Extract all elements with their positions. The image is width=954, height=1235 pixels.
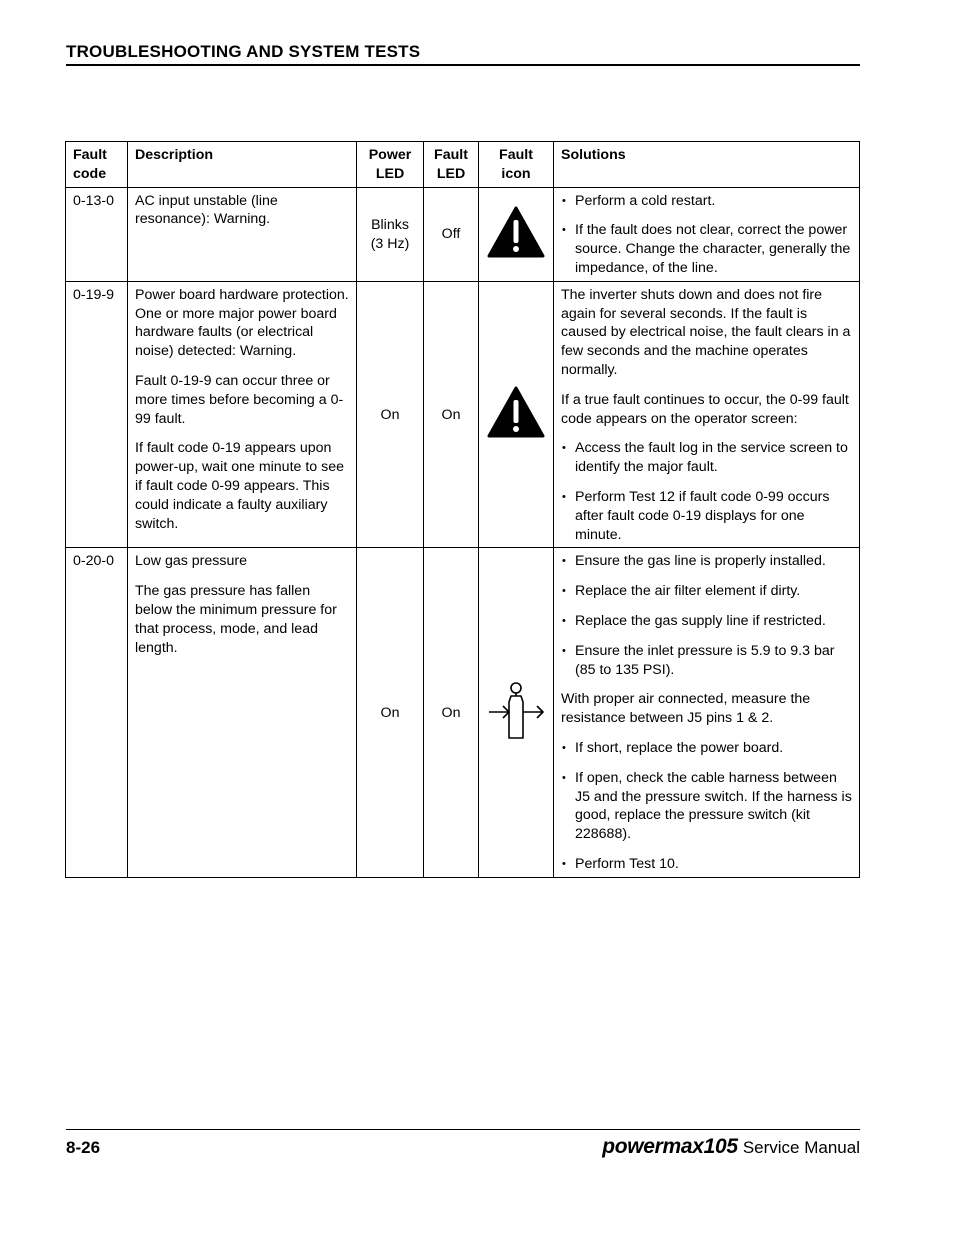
fault-code: 0-13-0 [66,187,128,281]
power-led: On [357,548,424,877]
fault-code: 0-19-9 [66,281,128,548]
fault-led: Off [424,187,479,281]
description-paragraph: Fault 0-19-9 can occur three or more times before becoming a 0-99 fault. [135,372,344,427]
solution-bullet: • If short, replace the power board. [561,739,852,758]
solution-bullet: • If open, check the cable harness between J5 and the pressure switch. If the harness is good, replace the pressure switch (kit 228688). [561,769,852,844]
warning-triangle-icon [487,246,545,262]
solution-paragraph: With proper air connected, measure the resistance between J5 pins 1 & 2. [561,691,811,727]
solution-bullet: • Perform Test 12 if fault code 0-99 occurs after fault code 0-19 displays for one minute. [561,488,852,544]
table-row [66,548,860,877]
column-header-solutions: Solutions [554,142,860,188]
table-header-row [66,142,860,188]
column-header-power-led: Power LED [357,142,424,188]
description-cell [128,281,357,548]
fault-icon-cell [479,548,554,877]
fault-led: On [424,281,479,548]
solution-bullet-list [561,739,852,874]
solution-bullet: • Access the fault log in the service screen to identify the major fault. [561,439,852,477]
solutions-cell [554,187,860,281]
fault-led: On [424,548,479,877]
description-cell [128,187,357,281]
warning-triangle-icon [487,426,545,442]
column-header-fault-led: Fault LED [424,142,479,188]
solution-bullet: • Ensure the inlet pressure is 5.9 to 9.3 bar (85 to 135 PSI). [561,642,852,680]
column-header-fault-code: Fault code [66,142,128,188]
column-header-fault-icon: Fault icon [479,142,554,188]
solution-bullet: • If the fault does not clear, correct the power source. Change the character, generally the impedance, of the line. [561,221,852,277]
page-header [66,42,860,66]
power-led: On [357,281,424,548]
solutions-cell [554,281,860,548]
solution-bullet: • Ensure the gas line is properly installed. [561,552,852,571]
gas-cylinder-icon [487,728,545,744]
description-paragraph: Power board hardware protection. One or more major power board hardware faults (or electrical noise) detected: Warning. [135,286,349,360]
solution-bullet: • Replace the gas supply line if restricted. [561,612,852,631]
solution-bullet-list [561,439,852,544]
table-row [66,187,860,281]
solutions-cell [554,548,860,877]
description-paragraph: AC input unstable (line resonance): Warning. [135,192,278,228]
solution-bullet: • Replace the air filter element if dirty. [561,582,852,601]
description-paragraph: The gas pressure has fallen below the minimum pressure for that process, mode, and lead length. [135,583,337,656]
fault-code: 0-20-0 [66,548,128,877]
fault-icon-cell [479,281,554,548]
page-number: 8-26 [66,1138,101,1157]
brand-lockup [602,1135,860,1159]
table-row [66,281,860,548]
description-paragraph: Low gas pressure [135,553,247,570]
section-title: TROUBLESHOOTING AND SYSTEM TESTS [66,42,421,61]
product-name: powermax105 [602,1135,738,1158]
solution-paragraph: The inverter shuts down and does not fire again for several seconds. If the fault is caused by electrical noise, the fault clears in a few seconds and the machine operates normally. [561,286,851,378]
solution-bullet: • Perform a cold restart. [561,192,852,211]
fault-code-table [65,141,860,878]
column-header-description: Description [128,142,357,188]
page-footer [66,1129,860,1158]
solution-bullet-list [561,192,852,278]
solution-paragraph: If a true fault continues to occur, the 0-99 fault code appears on the operator screen: [561,391,849,427]
fault-icon-cell [479,187,554,281]
solution-bullet-list [561,552,852,679]
description-paragraph: If fault code 0-19 appears upon power-up, wait one minute to see if fault code 0-99 appears. This could indicate a faulty auxiliary switch. [135,440,344,532]
manual-name: Service Manual [742,1138,860,1157]
description-cell [128,548,357,877]
solution-bullet: • Perform Test 10. [561,855,852,874]
power-led: Blinks (3 Hz) [357,187,424,281]
